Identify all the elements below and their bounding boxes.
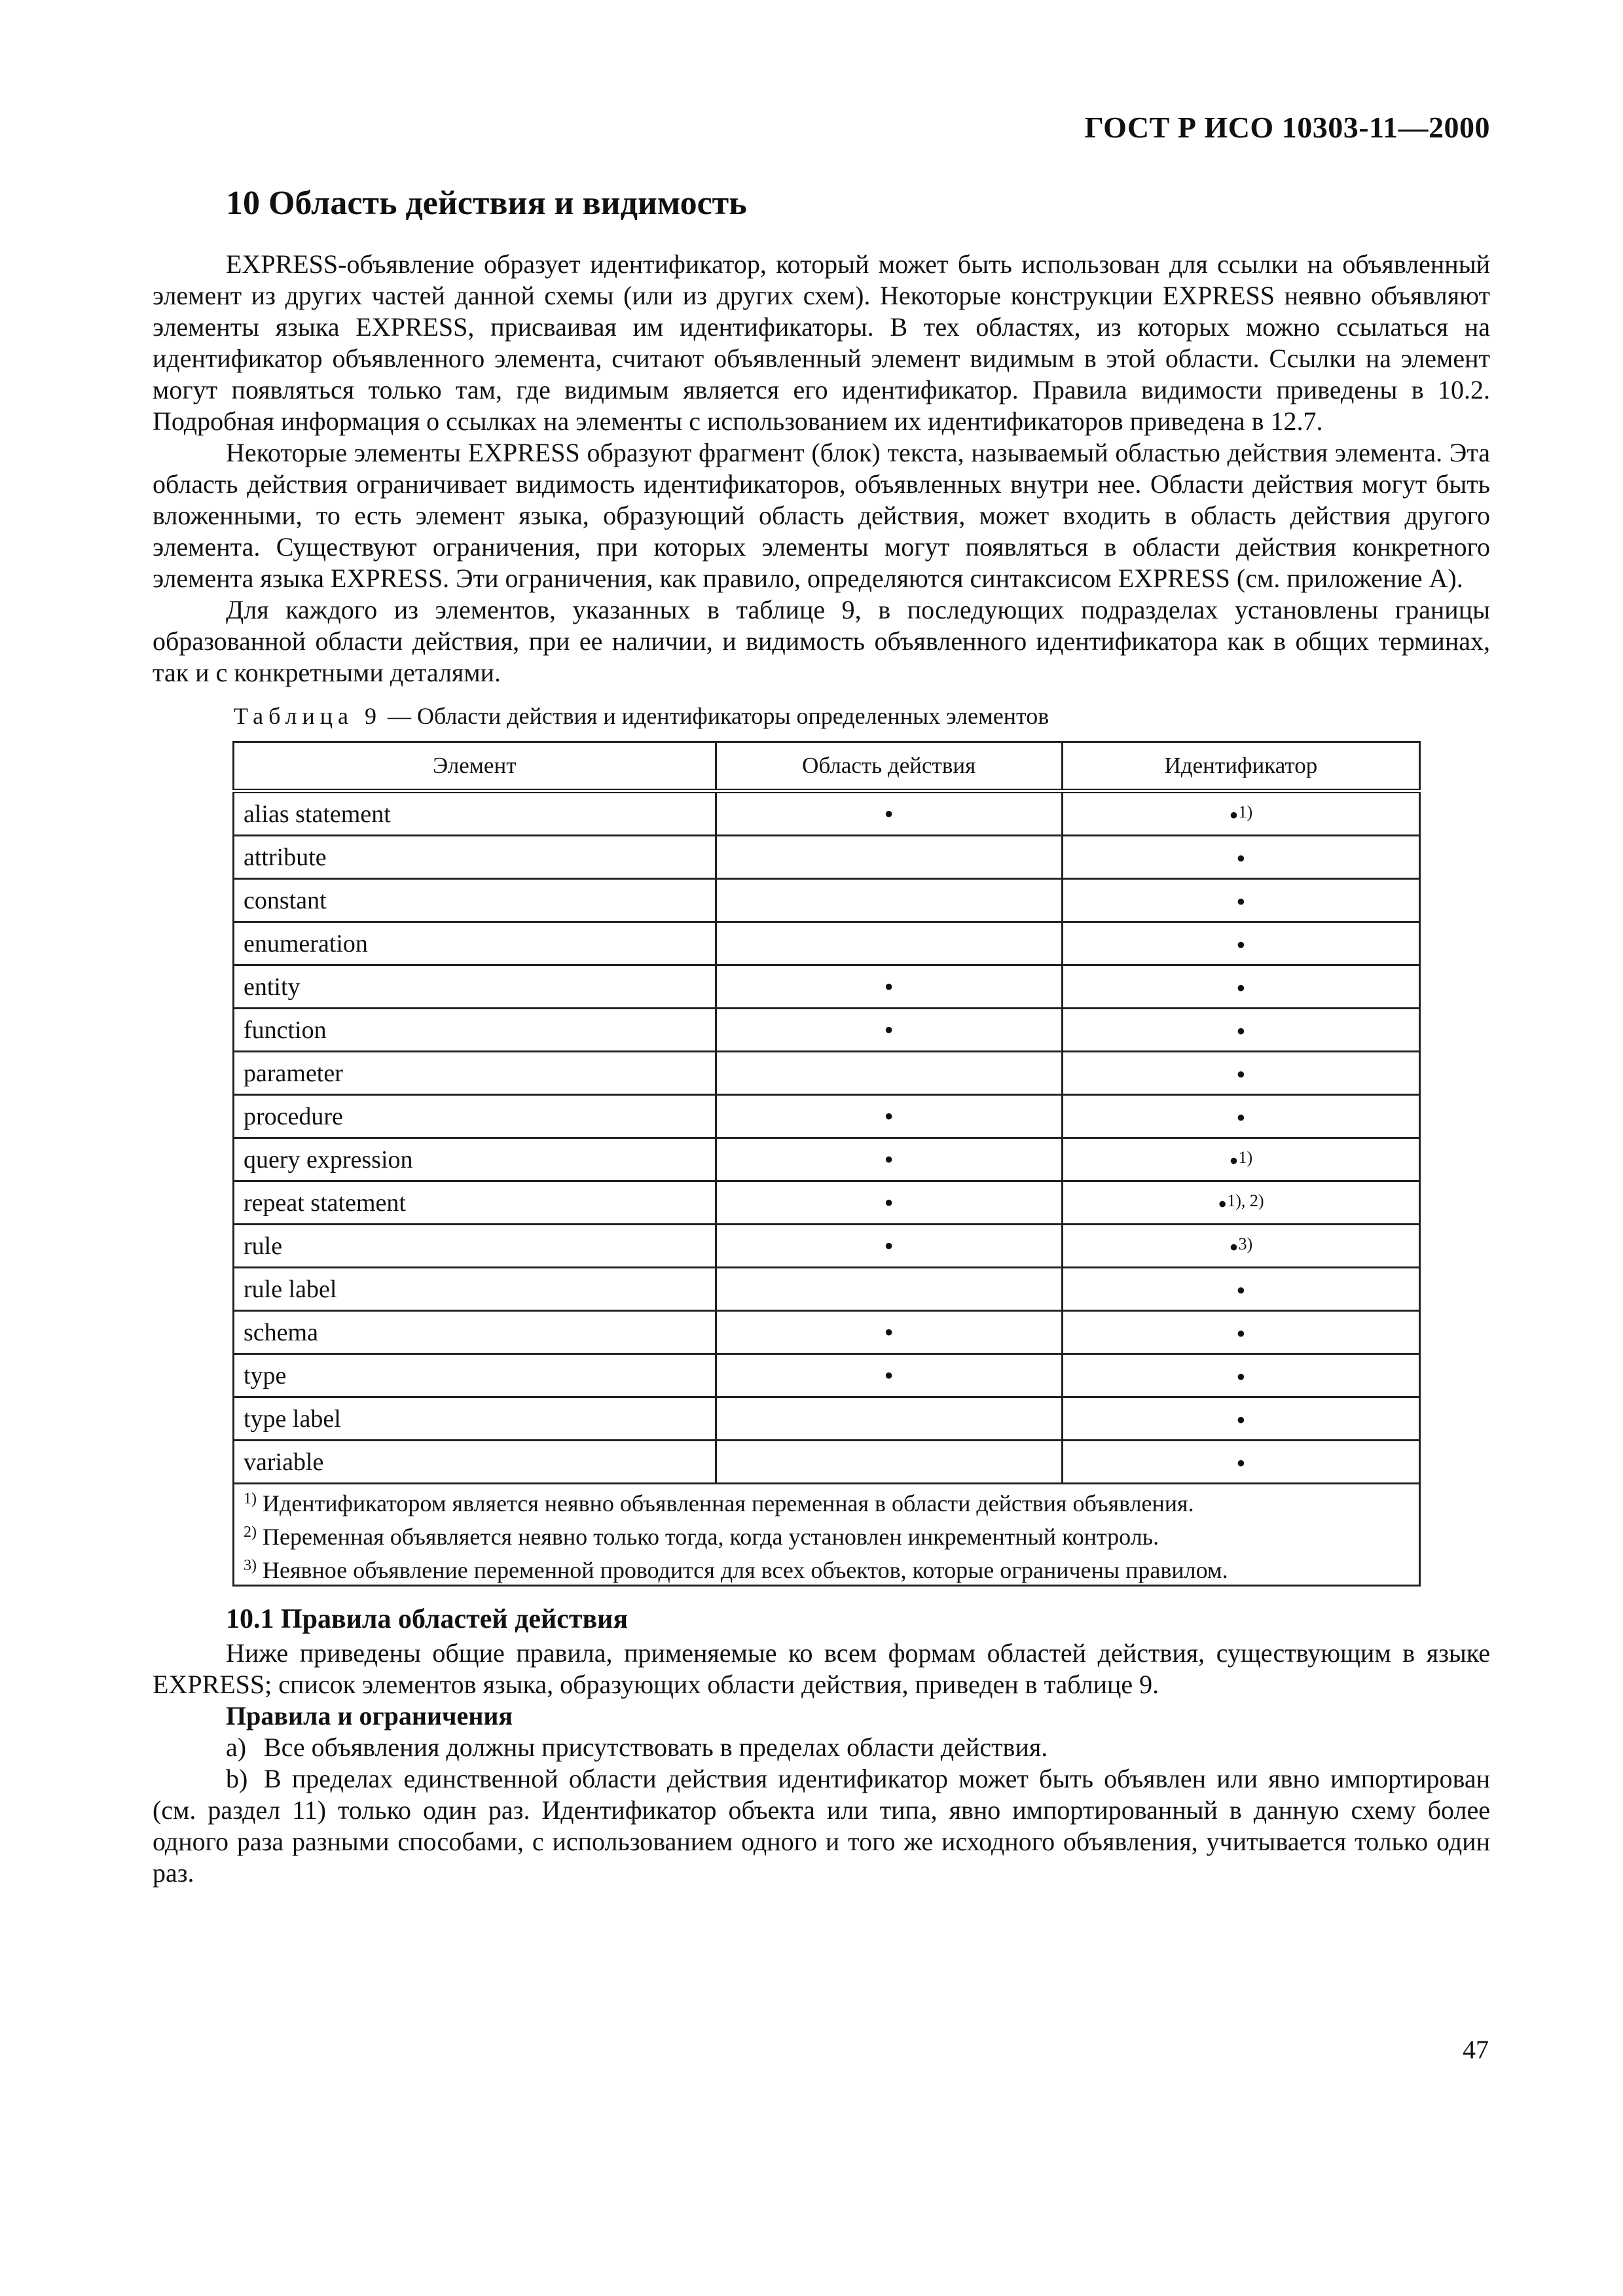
identifier-mark: • [1236,844,1246,874]
cell-element: function [234,1009,716,1052]
cell-identifier [1062,1268,1419,1311]
table-note [244,1518,1410,1551]
page-number: 47 [1463,2035,1489,2064]
cell-element: alias statement [234,791,716,836]
cell-element: repeat statement [234,1181,716,1225]
table-row [234,922,1420,965]
paragraph-2: Некоторые элементы EXPRESS образуют фрагмент (блок) текста, называемый областью действия элемента. Эта область действия ограничивает видимость идентификаторов, объявленных внутри нее. Области действия могут быть вложенными, то есть элемент языка, образующий область действия, может входить в область действия другого элемента. Существуют ограничения, при которых элементы могут появляться в области действия конкретного элемента языка EXPRESS. Эти ограничения, как правило, определяются синтаксисом EXPRESS (см. приложение А). [153,438,1490,594]
cell-identifier [1062,1052,1419,1095]
cell-element: schema [234,1311,716,1354]
identifier-note-ref: 1) [1238,802,1253,822]
identifier-note-ref: 1), 2) [1227,1191,1264,1211]
note-mark: 2) [244,1524,257,1541]
cell-scope [716,1268,1062,1311]
cell-scope: • [716,1181,1062,1225]
identifier-note-ref: 3) [1238,1234,1253,1254]
rule-item [153,1763,1490,1889]
table-caption [234,702,1490,730]
rule-item [153,1732,1490,1763]
table-row [234,965,1420,1009]
cell-identifier [1062,791,1419,836]
cell-scope: • [716,1354,1062,1397]
rule-text: Все объявления должны присутствовать в пределах области действия. [264,1732,1048,1763]
cell-element: entity [234,965,716,1009]
paragraph-3: Для каждого из элементов, указанных в таблице 9, в последующих подразделах установлены границы образованной области действия, при ее наличии, и видимость объявленного идентификатора как в общих терминах, так и с конкретными деталями. [153,595,1490,688]
table-note [244,1484,1410,1518]
table-row [234,791,1420,836]
cell-scope: • [716,1225,1062,1268]
cell-identifier [1062,1311,1419,1354]
rule-marker: a) [226,1732,247,1763]
cell-scope [716,836,1062,879]
cell-element: type [234,1354,716,1397]
cell-element: parameter [234,1052,716,1095]
identifier-mark: • [1236,1405,1246,1435]
cell-element: rule label [234,1268,716,1311]
cell-element: query expression [234,1138,716,1181]
cell-scope [716,922,1062,965]
note-text: Переменная объявляется неявно только тогда, когда установлен инкрементный контроль. [257,1524,1159,1551]
table-body [234,791,1420,1484]
cell-element: variable [234,1441,716,1484]
identifier-mark: • [1236,1060,1246,1090]
table-row [234,1052,1420,1095]
cell-scope: • [716,965,1062,1009]
table-note [244,1551,1410,1585]
table-row [234,1138,1420,1181]
table-notes [234,1484,1420,1586]
identifier-mark: • [1236,930,1246,960]
identifier-mark: • [1236,1103,1246,1133]
cell-identifier [1062,1138,1419,1181]
cell-element: rule [234,1225,716,1268]
cell-identifier [1062,879,1419,922]
table-row [234,836,1420,879]
table-row [234,1009,1420,1052]
cell-element: constant [234,879,716,922]
subsection-title: 10.1 Правила областей действия [226,1604,629,1635]
cell-scope [716,879,1062,922]
identifier-mark: • [1236,1362,1246,1392]
cell-identifier [1062,1354,1419,1397]
cell-scope [716,1397,1062,1441]
cell-element: type label [234,1397,716,1441]
section-title: 10 Область действия и видимость [226,185,747,222]
cell-identifier [1062,1397,1419,1441]
cell-identifier [1062,1095,1419,1138]
rule-marker: b) [226,1764,248,1794]
cell-element: enumeration [234,922,716,965]
table-row [234,1311,1420,1354]
cell-identifier [1062,922,1419,965]
header-identifier: Идентификатор [1062,742,1419,791]
note-mark: 1) [244,1490,257,1508]
table-notes-row [234,1484,1420,1586]
rule-text: В пределах единственной области действия идентификатор может быть объявлен или явно импортирован (см. раздел 11) только один раз. Идентификатор объекта или типа, явно импортированный в данную схему более одного раза разными способами, с использованием одного и того же исходного объявления, учитывается только один раз. [153,1764,1490,1888]
table-header-row [234,742,1420,791]
identifier-mark: • [1229,800,1239,831]
table-row [234,1181,1420,1225]
identifier-mark: • [1236,1016,1246,1047]
table-row [234,1225,1420,1268]
cell-scope: • [716,1095,1062,1138]
identifier-mark: • [1236,887,1246,917]
table-row [234,1441,1420,1484]
paragraph-1: EXPRESS-объявление образует идентификатор, который может быть использован для ссылки на объявленный элемент из других частей данной схемы (или из других схем). Некоторые конструкции EXPRESS неявно объявляют элементы языка EXPRESS, присваивая им идентификаторы. В тех областях, из которых можно ссылаться на идентификатор объявленного элемента, считают объявленный элемент видимым в этой области. Ссылки на элемент могут появляться только там, где видимым является его идентификатор. Правила видимости приведены в 10.2. Подробная информация о ссылках на элементы с использованием их идентификаторов приведена в 12.7. [153,249,1490,437]
table-caption-text: — Области действия и идентификаторы определенных элементов [381,703,1049,730]
note-text: Идентификатором является неявно объявленная переменная в области действия объявления. [257,1490,1194,1517]
cell-scope: • [716,791,1062,836]
cell-scope [716,1052,1062,1095]
cell-element: attribute [234,836,716,879]
scope-table [232,741,1421,1587]
table-row [234,1354,1420,1397]
cell-scope: • [716,1009,1062,1052]
identifier-mark: • [1236,1319,1246,1349]
identifier-mark: • [1236,1448,1246,1479]
cell-scope: • [716,1311,1062,1354]
identifier-note-ref: 1) [1238,1148,1253,1168]
table-row [234,1268,1420,1311]
cell-identifier [1062,1009,1419,1052]
cell-identifier [1062,1181,1419,1225]
identifier-mark: • [1229,1232,1239,1263]
table-caption-label: Таблица 9 [234,703,382,730]
cell-scope [716,1441,1062,1484]
subsection-intro: Ниже приведены общие правила, применяемые ко всем формам областей действия, существующим в языке EXPRESS; список элементов языка, образующих области действия, приведен в таблице 9. [153,1638,1490,1700]
cell-scope: • [716,1138,1062,1181]
table-row [234,879,1420,922]
cell-identifier [1062,1441,1419,1484]
rules-label: Правила и ограничения [226,1701,513,1731]
cell-identifier [1062,1225,1419,1268]
identifier-mark: • [1229,1146,1239,1176]
standard-header: ГОСТ Р ИСО 10303-11—2000 [1084,111,1490,144]
identifier-mark: • [1218,1189,1228,1219]
cell-element: procedure [234,1095,716,1138]
identifier-mark: • [1236,973,1246,1003]
cell-identifier [1062,965,1419,1009]
identifier-mark: • [1236,1276,1246,1306]
table-row [234,1397,1420,1441]
header-element: Элемент [234,742,716,791]
table-row [234,1095,1420,1138]
page-content [153,183,1490,1889]
header-scope: Область действия [716,742,1062,791]
cell-identifier [1062,836,1419,879]
note-mark: 3) [244,1557,257,1575]
note-text: Неявное объявление переменной проводится для всех объектов, которые ограничены правилом. [257,1557,1228,1584]
